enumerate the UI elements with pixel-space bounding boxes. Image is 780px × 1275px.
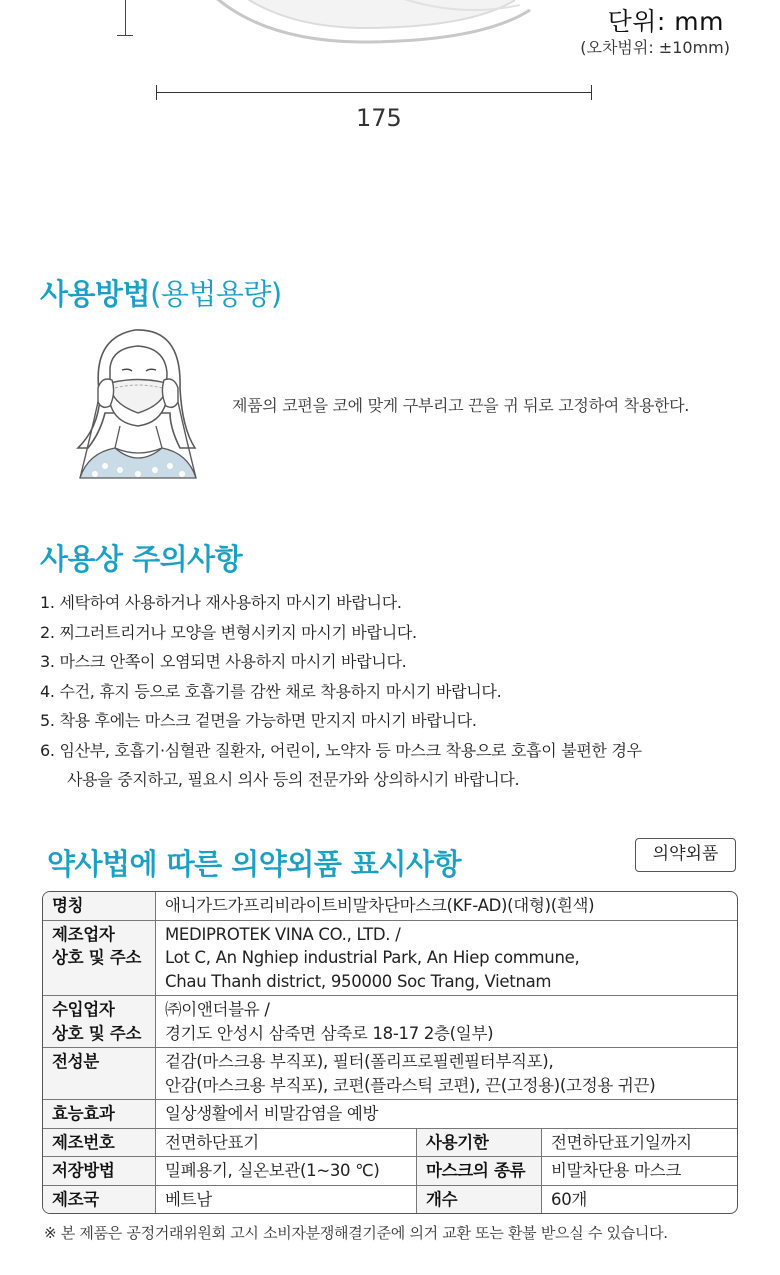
row-value: 밀폐용기, 실온보관(1~30 ℃) xyxy=(156,1157,417,1186)
row-value xyxy=(156,1048,737,1100)
width-dimension-cap-right xyxy=(591,85,592,100)
caution-item: 1. 세탁하여 사용하거나 재사용하지 마시기 바랍니다. xyxy=(40,593,402,612)
caution-list xyxy=(40,588,642,795)
row-value: 애니가드가프리비라이트비말차단마스크(KF-AD)(대형)(흰색) xyxy=(156,892,737,921)
caution-item: 3. 마스크 안쪽이 오염되면 사용하지 마시기 바랍니다. xyxy=(40,652,407,671)
mask-outline-illustration xyxy=(150,0,570,50)
row-header xyxy=(43,996,156,1048)
caution-item: 5. 착용 후에는 마스크 겉면을 가능하면 만지지 마시기 바랍니다. xyxy=(40,711,477,730)
height-dimension-line xyxy=(125,0,126,36)
row-value-line: MEDIPROTEK VINA CO., LTD. / xyxy=(165,924,401,944)
row-header xyxy=(43,921,156,997)
label-section-title: 약사법에 따른 의약외품 표시사항 xyxy=(47,847,461,881)
table-row xyxy=(43,1100,737,1129)
usage-section-title xyxy=(40,272,282,313)
table-row xyxy=(43,1129,737,1158)
row-value: 일상생활에서 비말감염을 예방 xyxy=(156,1100,737,1129)
width-dimension-value: 175 xyxy=(356,104,402,132)
height-dimension-cap xyxy=(117,35,133,36)
row-header: 효능효과 xyxy=(43,1100,156,1129)
row-header: 사용기한 xyxy=(417,1129,542,1158)
table-row xyxy=(43,996,737,1048)
row-value-line: 겉감(마스크용 부직포), 필터(폴리프로필렌필터부직포), xyxy=(165,1052,554,1071)
caution-section-title: 사용상 주의사항 xyxy=(40,542,243,576)
row-value-line: 안감(마스크용 부직포), 코편(플라스틱 코편), 끈(고정용)(고정용 귀끈) xyxy=(165,1075,656,1095)
row-value: 전면하단표기일까지 xyxy=(542,1129,737,1158)
row-header-line: 상호 및 주소 xyxy=(52,1023,142,1043)
unit-label: 단위: mm xyxy=(607,7,724,36)
width-dimension-line xyxy=(156,92,592,93)
row-value xyxy=(156,921,737,997)
row-value: 비말차단용 마스크 xyxy=(542,1157,737,1186)
row-header: 저장방법 xyxy=(43,1157,156,1186)
row-value-line: Chau Thanh district, 950000 Soc Trang, Vietnam xyxy=(165,971,552,991)
caution-item: 4. 수건, 휴지 등으로 호흡기를 감싼 채로 착용하지 마시기 바랍니다. xyxy=(40,681,502,701)
row-header-line: 제조업자 xyxy=(52,924,115,944)
product-info-table xyxy=(42,891,738,1214)
table-row xyxy=(43,921,737,997)
usage-instructions: 제품의 코편을 코에 맞게 구부리고 끈을 귀 뒤로 고정하여 착용한다. xyxy=(232,396,690,415)
row-header: 개수 xyxy=(417,1186,542,1214)
usage-title-sub: (용법용량) xyxy=(150,277,282,311)
row-value: 60개 xyxy=(551,1189,588,1209)
table-row xyxy=(43,892,737,921)
row-value-line: 경기도 안성시 삼죽면 삼죽로 18-17 2층(일부) xyxy=(165,1023,494,1043)
row-value: 전면하단표기 xyxy=(156,1129,417,1158)
row-header: 명칭 xyxy=(43,892,156,921)
refund-footnote: ※ 본 제품은 공정거래위원회 고시 소비자분쟁해결기준에 의거 교환 또는 환불 받으실 수 있습니다. xyxy=(44,1224,668,1242)
woman-wearing-mask-illustration xyxy=(70,318,205,483)
width-dimension-cap-left xyxy=(156,85,157,100)
row-value-line: ㈜이앤더블유 / xyxy=(165,1000,270,1019)
row-value: 베트남 xyxy=(156,1186,417,1214)
row-header: 마스크의 종류 xyxy=(417,1157,542,1186)
row-header: 제조번호 xyxy=(43,1129,156,1158)
caution-item xyxy=(40,736,642,795)
row-header-line: 상호 및 주소 xyxy=(52,948,142,967)
table-row xyxy=(43,1048,737,1100)
row-value-line: Lot C, An Nghiep industrial Park, An Hiep commune, xyxy=(165,948,580,967)
usage-title-main: 사용방법 xyxy=(40,277,151,311)
row-header: 제조국 xyxy=(43,1186,156,1214)
row-header-line: 수입업자 xyxy=(52,1000,115,1019)
caution-item: 2. 찌그러트리거나 모양을 변형시키지 마시기 바랍니다. xyxy=(40,622,417,642)
caution-item-6-line2: 사용을 중지하고, 필요시 의사 등의 전문가와 상의하시기 바랍니다. xyxy=(67,770,520,789)
row-header: 전성분 xyxy=(43,1048,156,1100)
caution-item-6-line1: 6. 임산부, 호흡기·심혈관 질환자, 어린이, 노약자 등 마스크 착용으로 호흡이 불편한 경우 xyxy=(40,740,642,760)
table-row xyxy=(43,1186,737,1214)
tolerance-label: (오차범위: ±10mm) xyxy=(580,38,730,57)
table-row xyxy=(43,1157,737,1186)
quasi-drug-badge: 의약외품 xyxy=(635,838,736,872)
row-value xyxy=(156,996,737,1048)
